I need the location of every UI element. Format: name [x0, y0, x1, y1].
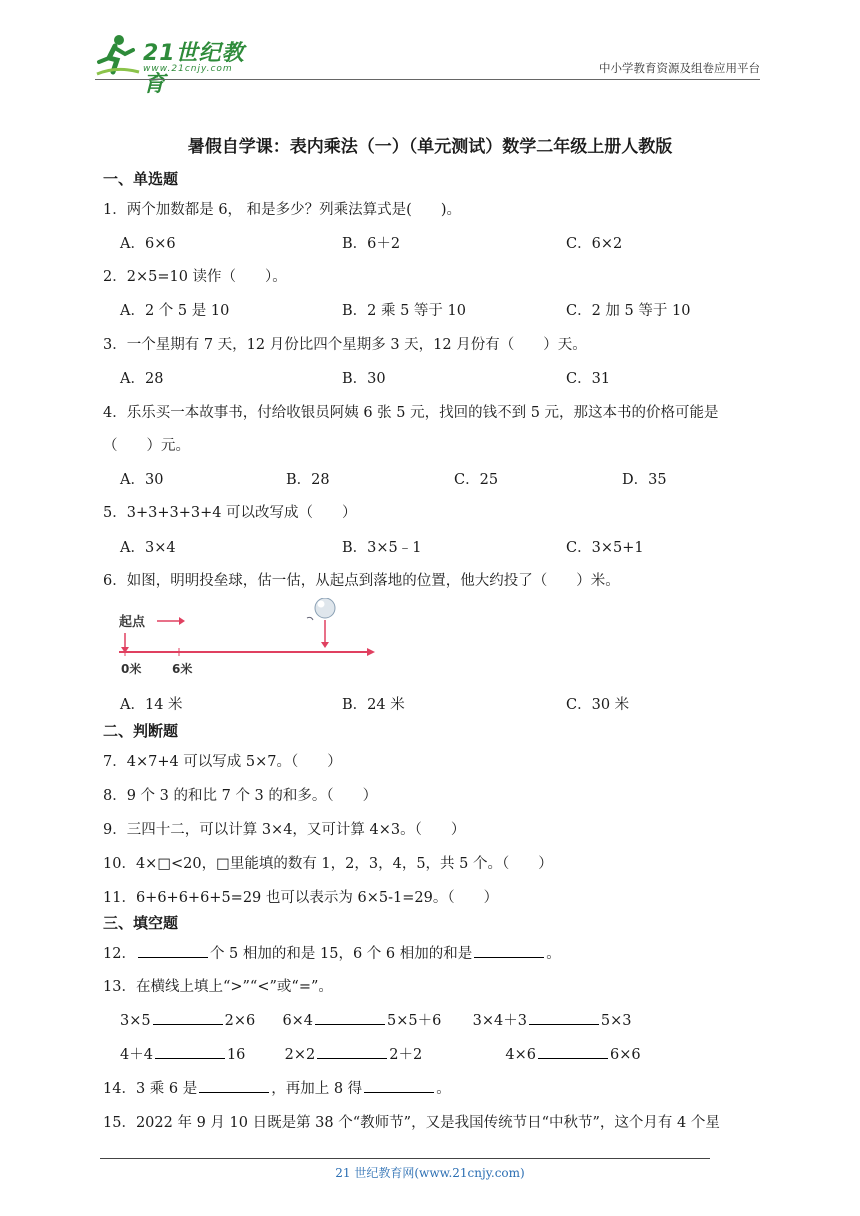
ball-highlight — [318, 601, 325, 608]
section-heading-fill-blank: 三、填空题 — [103, 914, 179, 932]
q14-blank-1[interactable] — [199, 1078, 269, 1093]
q4-option-c[interactable]: C．25 — [454, 472, 499, 488]
q12-blank-2[interactable] — [474, 943, 544, 958]
q6-option-b[interactable]: B．24 米 — [342, 697, 405, 713]
question-1: 1．两个加数都是 6， 和是多少？列乘法算式是( )。 — [103, 202, 461, 218]
q6-option-a[interactable]: A．14 米 — [120, 697, 183, 713]
number-line-arrow — [367, 648, 375, 656]
footer-divider — [100, 1158, 710, 1159]
q13-r1-right-3: 5×3 — [600, 1013, 632, 1029]
q13-row-2 — [120, 1043, 641, 1064]
q5-option-b[interactable]: B．3×5﹣1 — [342, 540, 422, 556]
header-divider — [95, 79, 760, 80]
site-logo[interactable] — [95, 32, 265, 97]
q13-r2-left-2: 2×2 — [284, 1047, 316, 1063]
section-heading-single-choice: 一、单选题 — [103, 170, 179, 188]
fig-zero-label: 0米 — [121, 662, 142, 676]
q6-option-c[interactable]: C．30 米 — [566, 697, 630, 713]
q13-r1-left-1: 3×5 — [120, 1013, 151, 1029]
question-3: 3．一个星期有 7 天，12 月份比四个星期多 3 天，12 月份有（ ）天。 — [103, 337, 587, 353]
q13-r1-left-3: 3×4＋3 — [472, 1013, 527, 1029]
q13-r2-right-3: 6×6 — [610, 1047, 641, 1063]
start-arrow-head — [179, 617, 185, 625]
q12-suffix: 。 — [546, 946, 561, 962]
q1-option-b[interactable]: B．6＋2 — [342, 236, 401, 252]
fig-six-label: 6米 — [172, 662, 193, 676]
question-13: 13．在横线上填上“>”“<”或“=”。 — [103, 979, 333, 995]
q12-middle: 个 5 相加的和是 15，6 个 6 相加的和是 — [209, 946, 473, 962]
q12-prefix: 12． — [103, 946, 136, 962]
q6-throw-figure — [117, 598, 387, 678]
question-9: 9．三四十二，可以计算 3×4，又可计算 4×3。（ ） — [103, 822, 466, 838]
q12-blank-1[interactable] — [138, 943, 208, 958]
q13-r1-right-2: 5×5＋6 — [387, 1013, 442, 1029]
q1-option-c[interactable]: C．6×2 — [566, 236, 623, 252]
q14-blank-2[interactable] — [364, 1078, 434, 1093]
q4-option-b[interactable]: B．28 — [286, 472, 330, 488]
q13-r2-left-1: 4＋4 — [120, 1047, 153, 1063]
question-7: 7．4×7+4 可以写成 5×7。（ ） — [103, 754, 342, 770]
q13-r1-blank-2[interactable] — [315, 1010, 385, 1025]
question-11: 11．6+6+6+6+5=29 也可以表示为 6×5-1=29。（ ） — [103, 890, 499, 906]
question-6: 6．如图，明明投垒球，估一估，从起点到落地的位置，他大约投了（ ）米。 — [103, 573, 620, 589]
q13-r2-right-1: 16 — [226, 1047, 246, 1063]
page-title: 暑假自学课：表内乘法（一）（单元测试）数学二年级上册人教版 — [187, 137, 673, 157]
q13-r2-right-2: 2＋2 — [389, 1047, 423, 1063]
q13-r2-blank-2[interactable] — [317, 1044, 387, 1059]
footer-link[interactable]: 21 世纪教育网(www.21cnjy.com) — [335, 1166, 525, 1180]
q1-option-a[interactable]: A．6×6 — [120, 236, 176, 252]
ball-icon — [315, 598, 335, 618]
q14-prefix: 14．3 乘 6 是 — [103, 1081, 198, 1097]
q13-row-1 — [120, 1009, 632, 1030]
q2-option-b[interactable]: B．2 乘 5 等于 10 — [342, 303, 466, 319]
q13-r2-blank-3[interactable] — [538, 1044, 608, 1059]
q5-option-c[interactable]: C．3×5+1 — [566, 540, 644, 556]
q13-r2-blank-1[interactable] — [155, 1044, 225, 1059]
question-4-line-1: 4．乐乐买一本故事书，付给收银员阿姨 6 张 5 元，找回的钱不到 5 元，那这本书的价格可能是 — [103, 405, 719, 421]
question-4-line-2: （ ）元。 — [103, 438, 190, 454]
question-15: 15．2022 年 9 月 10 日既是第 38 个“教师节”，又是我国传统节日“中秋节”，这个月有 4 个星 — [103, 1115, 720, 1131]
question-10: 10．4×□<20，□里能填的数有 1，2，3，4，5，共 5 个。（ ） — [103, 856, 553, 872]
q14-suffix: 。 — [436, 1081, 451, 1097]
q3-option-a[interactable]: A．28 — [120, 371, 164, 387]
q4-option-a[interactable]: A．30 — [120, 472, 164, 488]
question-12 — [103, 942, 561, 963]
runner-logo-icon — [95, 32, 141, 78]
logo-text: 21世纪教育 — [143, 41, 245, 97]
section-heading-judgement: 二、判断题 — [103, 722, 179, 740]
q5-option-a[interactable]: A．3×4 — [120, 540, 176, 556]
q13-r1-right-1: 2×6 — [224, 1013, 256, 1029]
throw-number-line-diagram — [117, 598, 387, 678]
question-8: 8．9 个 3 的和比 7 个 3 的和多。（ ） — [103, 788, 378, 804]
q13-r2-left-3: 4×6 — [505, 1047, 537, 1063]
q2-option-a[interactable]: A．2 个 5 是 10 — [120, 303, 230, 319]
logo-url: www.21cnjy.com — [143, 64, 233, 74]
landing-arrow — [321, 642, 329, 648]
page-header — [95, 32, 760, 97]
question-5: 5．3+3+3+3+4 可以改写成（ ） — [103, 505, 357, 521]
question-2: 2．2×5=10 读作（ ）。 — [103, 269, 287, 285]
q4-option-d[interactable]: D．35 — [622, 472, 667, 488]
q13-r1-blank-3[interactable] — [529, 1010, 599, 1025]
question-14 — [103, 1077, 451, 1098]
q3-option-c[interactable]: C．31 — [566, 371, 611, 387]
q13-r1-blank-1[interactable] — [153, 1010, 223, 1025]
q14-middle: ，再加上 8 得 — [271, 1081, 363, 1097]
fig-start-label: 起点 — [119, 615, 146, 630]
ball-motion-mark — [307, 617, 313, 620]
q2-option-c[interactable]: C．2 加 5 等于 10 — [566, 303, 691, 319]
q3-option-b[interactable]: B．30 — [342, 371, 386, 387]
platform-label: 中小学教育资源及组卷应用平台 — [599, 61, 760, 75]
q13-r1-left-2: 6×4 — [282, 1013, 314, 1029]
